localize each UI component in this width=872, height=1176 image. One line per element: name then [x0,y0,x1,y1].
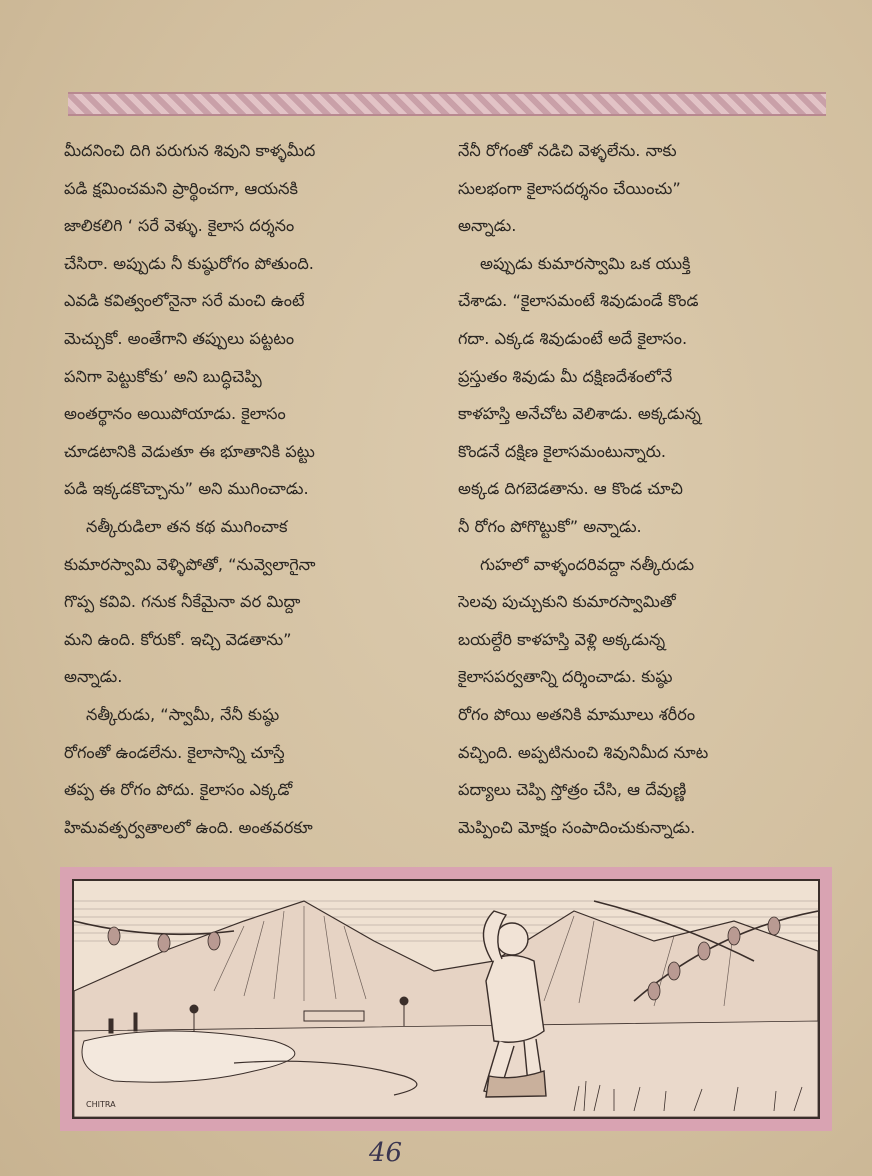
text-line: హిమవత్పర్వతాలలో ఉంది. అంతవరకూ [64,817,313,837]
text-line: కాళహస్తి అనేచోట వెలిశాడు. అక్కడున్న [458,404,701,424]
text-line: గొప్ప కవివి. గనుక నీకేమైనా వర మిద్దా [64,592,301,612]
text-line: పనిగా పెట్టుకోకు’ అని బుద్ధిచెప్పి [64,366,262,386]
text-line: నేనీ రోగంతో నడిచి వెళ్ళలేను. నాకు [458,141,677,160]
text-line: సెలవు పుచ్చుకుని కుమారస్వామితో [458,592,676,612]
text-line: నత్కీరుడిలా తన కథ ముగించాక [86,516,288,536]
text-line: బయల్దేరి కాళహస్తి వెళ్లి అక్కడున్న [458,629,666,649]
text-line: కుమారస్వామి వెళ్ళిపోతో, “నువ్వెలాగైనా [64,554,316,574]
text-line: గుహలో వాళ్ళందరివద్దా నత్కీరుడు [480,554,695,574]
text-line: మెచ్చుకో. అంతేగాని తప్పులు పట్టటం [64,328,295,348]
text-line: చేశాడు. “కైలాసమంటే శివుడుండే కొండ [458,291,699,311]
text-line: మని ఉంది. కోరుకో. ఇచ్చి వెడతాను” [64,629,292,649]
right-text-column [458,132,850,846]
text-line: నత్కీరుడు, “స్వామీ, నేనీ కుష్ఠు [86,704,280,724]
artist-signature: CHITRA [86,1100,116,1109]
text-line: తప్ప ఈ రోగం పోదు. కైలాసం ఎక్కడో [64,780,293,800]
text-line: పద్యాలు చెప్పి స్తోత్రం చేసి, ఆ దేవుణ్ణి [458,780,687,800]
text-line: ఎవడి కవిత్వంలోనైనా సరే మంచి ఉంటే [64,291,305,311]
text-line: పడి ఇక్కడకొచ్చాను” అని ముగించాడు. [64,479,309,499]
text-line: అప్పుడు కుమారస్వామి ఒక యుక్తి [480,253,691,273]
text-line: నీ రోగం పోగొట్టుకో” అన్నాడు. [458,516,642,536]
text-line: గదా. ఎక్కడ శివుడుంటే అదే కైలాసం. [458,328,688,348]
text-line: అన్నాడు. [64,667,123,687]
text-line: అన్నాడు. [458,216,517,236]
text-line: కొండనే దక్షిణ కైలాసమంటున్నారు. [458,441,667,461]
left-text-column [64,132,442,846]
illustration-drawing [74,881,818,1117]
illustration [72,879,820,1119]
text-line: అంతర్థానం అయిపోయాడు. కైలాసం [64,404,286,424]
text-line: అక్కడ దిగబెడతాను. ఆ కొండ చూచి [458,479,683,499]
text-line: పడి క్షమించమని ప్రార్థించగా, ఆయనకి [64,178,298,198]
text-line: మెప్పించి మోక్షం సంపాదించుకున్నాడు. [458,817,696,837]
text-line: రోగం పోయి అతనికి మామూలు శరీరం [458,704,696,724]
text-line: రోగంతో ఉండలేను. కైలాసాన్ని చూస్తే [64,742,285,762]
text-line: ప్రస్తుతం శివుడు మీ దక్షిణదేశంలోనే [458,366,673,386]
text-line: చేసిరా. అప్పుడు నీ కుష్ఠురోగం పోతుంది. [64,253,314,273]
decorative-top-border [68,92,826,116]
text-line: జాలికలిగి ‘ సరే వెళ్ళు. కైలాస దర్శనం [64,216,295,236]
text-line: చూడటానికి వెడుతూ ఈ భూతానికి పట్టు [64,441,315,461]
text-line: కైలాసపర్వతాన్ని దర్శించాడు. కుష్ఠు [458,667,673,687]
text-line: సులభంగా కైలాసదర్శనం చేయించు” [458,178,681,198]
text-line: మీదనించి దిగి పరుగున శివుని కాళ్ళమీద [64,141,316,160]
illustration-frame [60,867,832,1131]
page-number: 46 [369,1138,403,1168]
text-line: వచ్చింది. అప్పటినుంచి శివునిమీద నూట [458,742,709,762]
